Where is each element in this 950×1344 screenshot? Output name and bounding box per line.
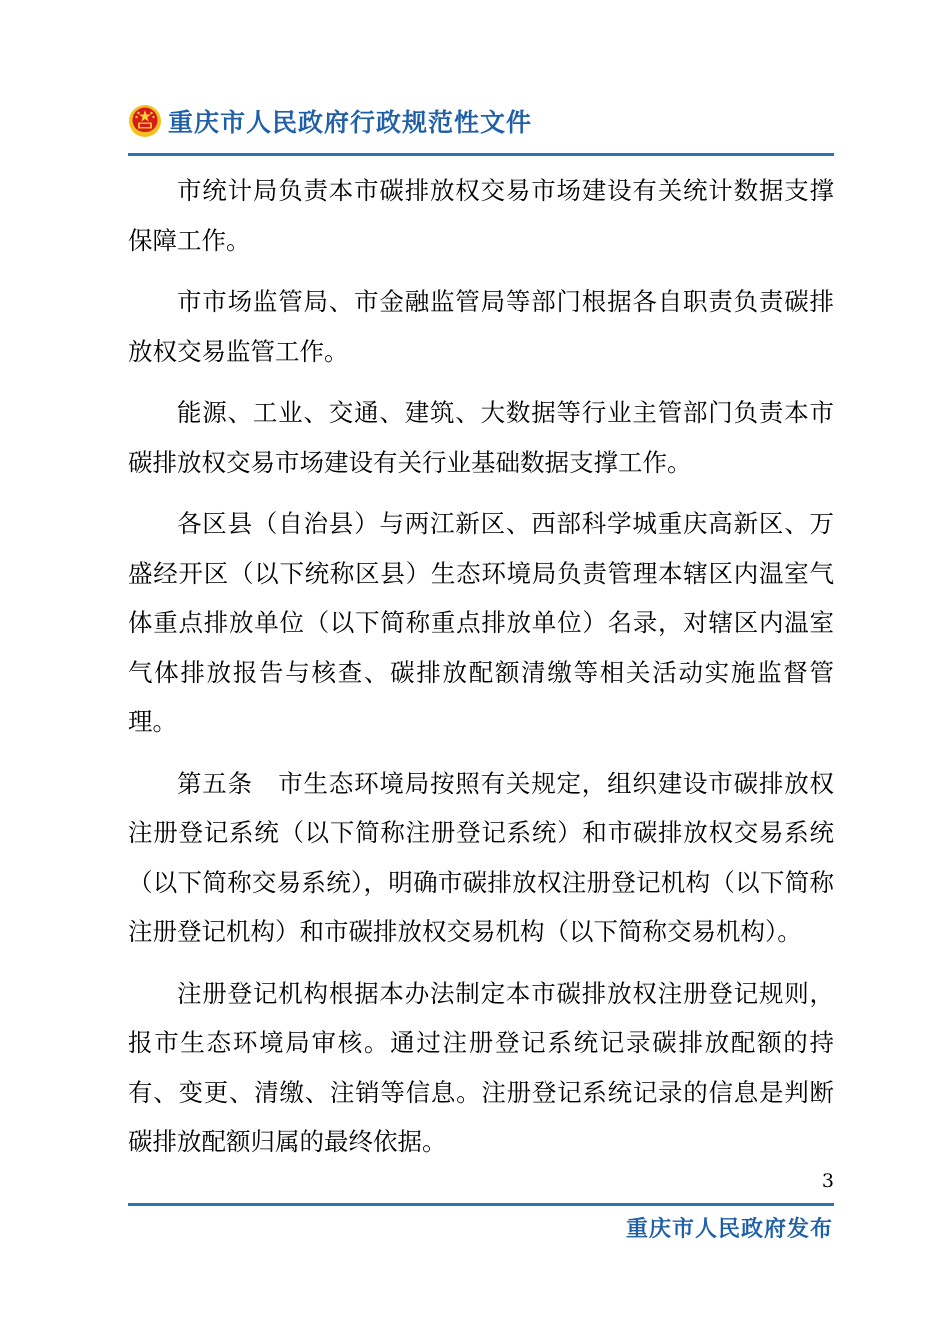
header-title: 重庆市人民政府行政规范性文件 <box>168 108 533 137</box>
header-divider <box>128 153 834 156</box>
document-body <box>128 166 834 1179</box>
paragraph: 能源、工业、交通、建筑、大数据等行业主管部门负责本市碳排放权交易市场建设有关行业基础数据支撑工作。 <box>128 398 834 477</box>
paragraph: 市市场监管局、市金融监管局等部门根据各自职责负责碳排放权交易监管工作。 <box>128 287 834 366</box>
page-number: 3 <box>821 1170 834 1192</box>
national-emblem-icon <box>128 104 162 138</box>
paragraph: 各区县（自治县）与两江新区、西部科学城重庆高新区、万盛经开区（以下统称区县）生态环境局负责管理本辖区内温室气体重点排放单位（以下简称重点排放单位）名录，对辖区内温室气体排放报告与核查、碳排放配额清缴等相关活动实施监督管理。 <box>128 509 834 736</box>
footer-divider <box>128 1203 834 1206</box>
document-header <box>128 98 532 144</box>
footer-publisher: 重庆市人民政府发布 <box>625 1217 833 1242</box>
paragraph-article-five: 第五条 市生态环境局按照有关规定，组织建设市碳排放权注册登记系统（以下简称注册登记系统）和市碳排放权交易系统（以下简称交易系统），明确市碳排放权注册登记机构（以下简称注册登记机构）和市碳排放权交易机构（以下简称交易机构）。 <box>128 768 834 946</box>
paragraph: 市统计局负责本市碳排放权交易市场建设有关统计数据支撑保障工作。 <box>128 176 834 255</box>
paragraph: 注册登记机构根据本办法制定本市碳排放权注册登记规则，报市生态环境局审核。通过注册登记系统记录碳排放配额的持有、变更、清缴、注销等信息。注册登记系统记录的信息是判断碳排放配额归属的最终依据。 <box>128 978 834 1156</box>
